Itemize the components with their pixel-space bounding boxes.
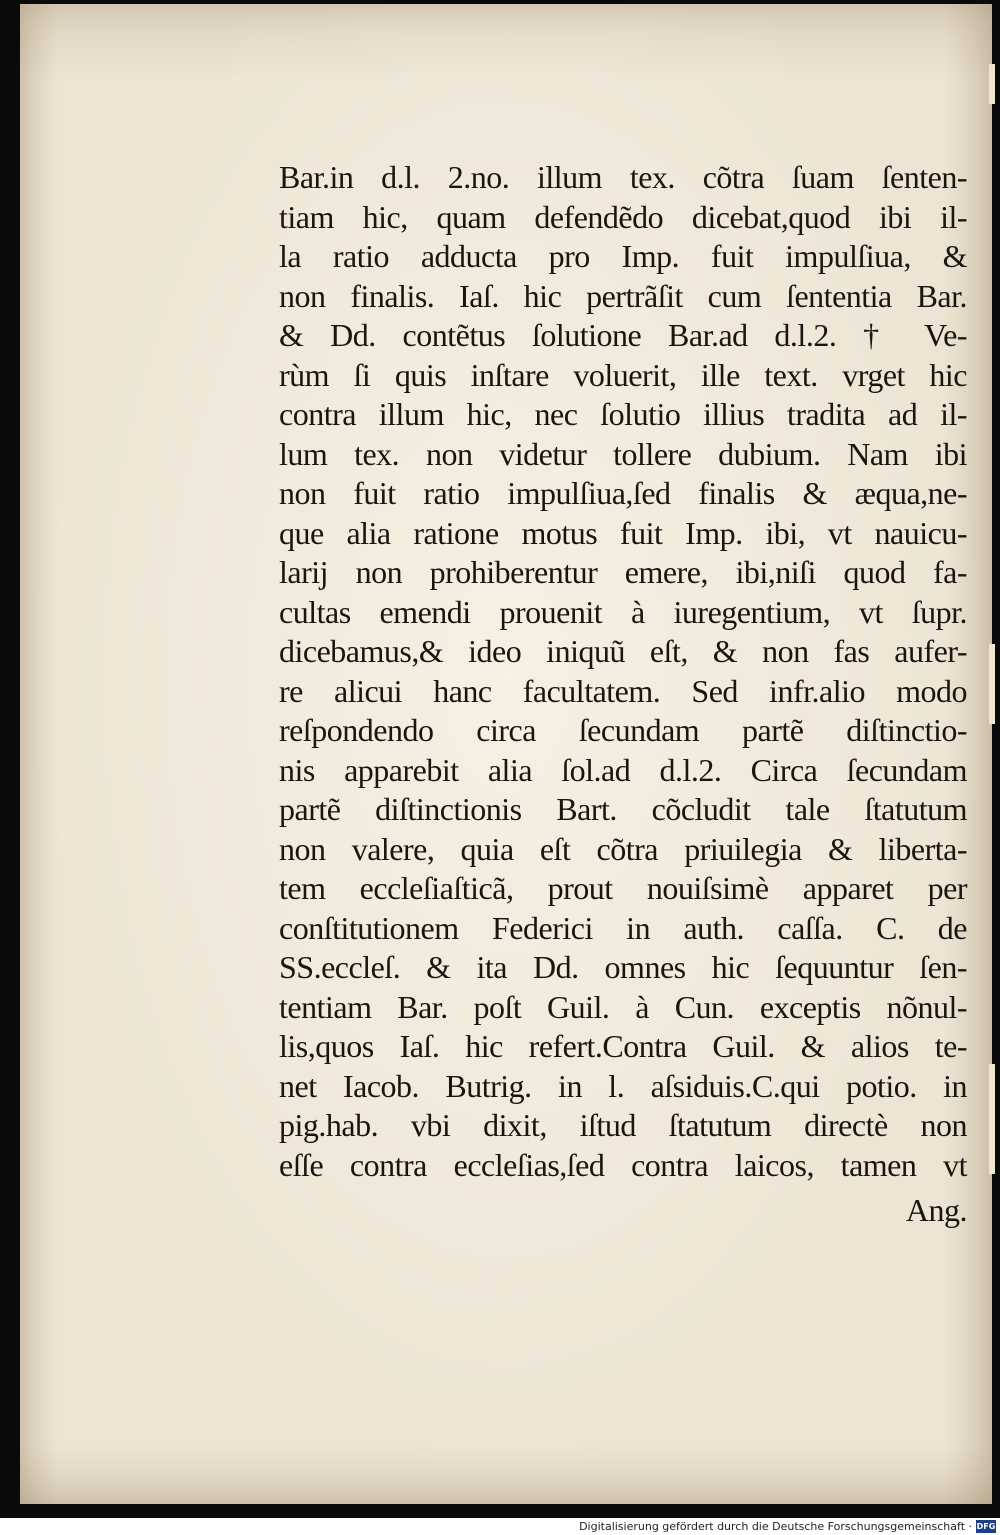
text-line: cultas emendi prouenit à iuregentium, vt ſupr. [279,593,967,630]
text-line: & Dd. contẽtus ſolutione Bar.ad d.l.2. † Ve- [279,317,967,353]
dfg-logo: DFG [976,1522,996,1531]
page-edge-mark [989,64,995,104]
text-line: SS.eccleſ. & ita Dd. omnes hic ſequuntur ſen- [279,949,967,985]
text-line: net Iacob. Butrig. in l. aſsiduis.C.qui potio. in [279,1067,967,1104]
text-line: nis apparebit alia ſol.ad d.l.2. Circa ſecundam [279,751,967,788]
text-line: la ratio adducta pro Imp. fuit impulſiua, & [279,238,967,274]
text-line: larij non prohiberentur emere, ibi,niſi quod fa- [279,554,967,590]
text-line: que alia ratione motus fuit Imp. ibi, vt nauicu- [279,514,967,551]
page-edge-mark [989,1064,995,1174]
text-line: lis,quos Iaſ. hic refert.Contra Guil. & alios te- [279,1028,967,1064]
text-line: contra illum hic, nec ſolutio illius tradita ad il- [279,396,967,432]
text-line: dicebamus,& ideo iniquũ eſt, & non fas aufer- [279,633,967,669]
text-line: pig.hab. vbi dixit, iſtud ſtatutum directè non [279,1107,967,1143]
text-line: non valere, quia eſt cõtra priuilegia & liberta- [279,830,967,867]
text-line: rùm ſi quis inſtare voluerit, ille text. vrget hic [279,356,967,393]
text-line: reſpondendo circa ſecundam partẽ diſtinctio- [279,712,967,748]
text-line: non finalis. Iaſ. hic pertrãſit cum ſententia Bar. [279,277,967,314]
body-text [279,158,967,1231]
text-line: tiam hic, quam defendẽdo dicebat,quod ibi il- [279,198,967,235]
text-line: tentiam Bar. poſt Guil. à Cun. exceptis nõnul- [279,988,967,1025]
catchword: Ang. [905,1192,967,1228]
text-line: eſſe contra eccleſias,ſed contra laicos, tamen vt [279,1146,967,1183]
text-line: Bar.in d.l. 2.no. illum tex. cõtra ſuam ſenten- [279,159,967,195]
funding-credit: Digitalisierung gefördert durch die Deutsche Forschungsgemeinschaft · [579,1520,972,1533]
text-line: partẽ diſtinctionis Bart. cõcludit tale ſtatutum [279,791,967,827]
page-edge-mark [989,644,995,724]
text-line: lum tex. non videtur tollere dubium. Nam ibi [279,435,967,472]
text-line: tem eccleſiaſticã, prout nouiſsimè apparet per [279,870,967,906]
text-line: non fuit ratio impulſiua,ſed finalis & æqua,ne- [279,475,967,511]
text-line: re alicui hanc facultatem. Sed infr.alio modo [279,672,967,709]
text-line: conſtitutionem Federici in auth. caſſa. C. de [279,909,967,946]
